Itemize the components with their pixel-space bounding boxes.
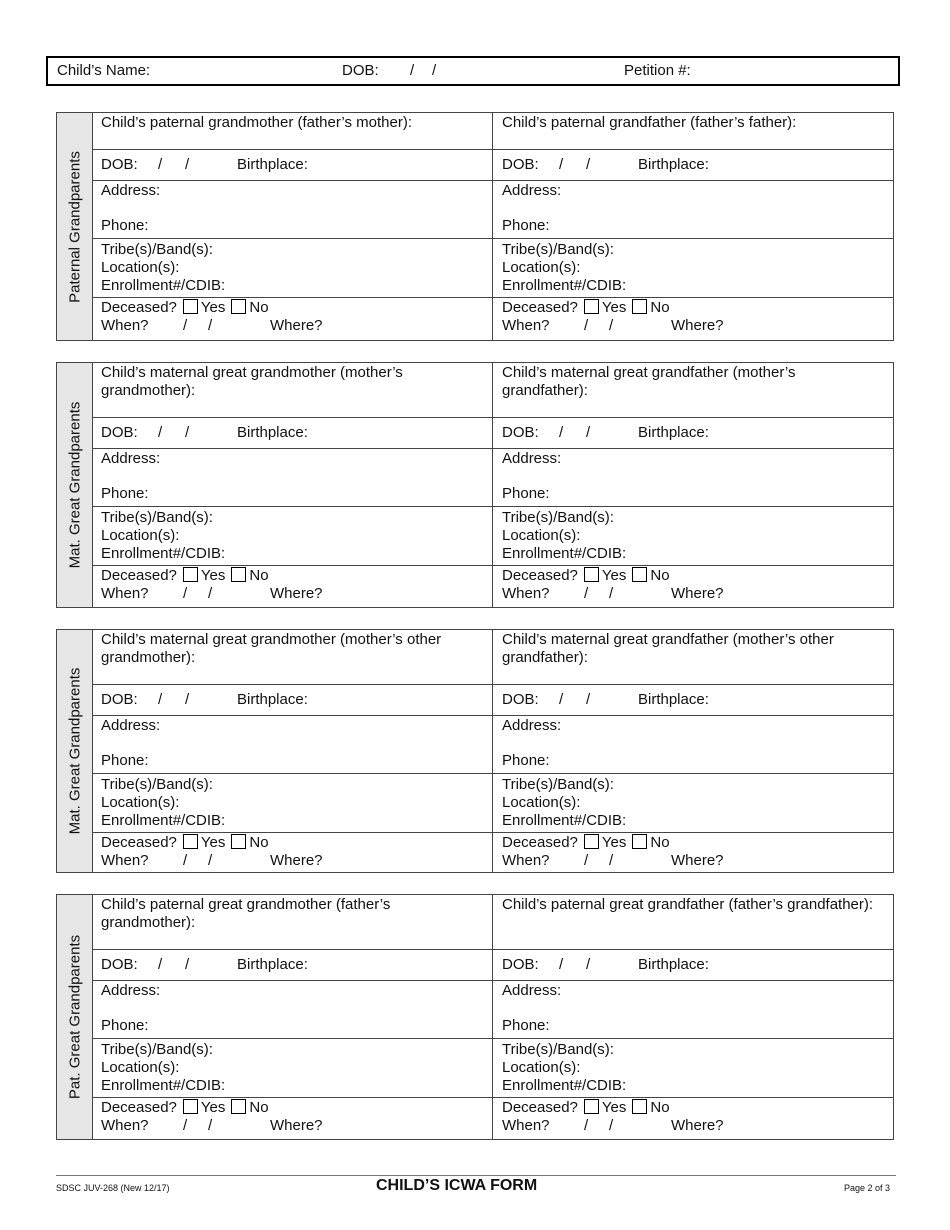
tribe-label: Tribe(s)/Band(s): bbox=[101, 1041, 213, 1058]
address-label: Address: bbox=[101, 982, 161, 999]
yes-checkbox[interactable] bbox=[584, 299, 599, 314]
person-title-cell bbox=[92, 363, 492, 418]
tribe-row[interactable] bbox=[493, 239, 893, 298]
when-slash: / bbox=[584, 1117, 589, 1134]
dob-label: DOB: bbox=[502, 424, 539, 441]
when-label: When? bbox=[101, 1117, 149, 1134]
section-side-label bbox=[57, 895, 93, 1139]
dob-label: DOB: bbox=[502, 956, 539, 973]
yes-checkbox[interactable] bbox=[183, 834, 198, 849]
footer-divider bbox=[56, 1175, 896, 1176]
location-label: Location(s): bbox=[502, 794, 581, 811]
person-title: Child’s paternal great grandmother (father’s grandmother): bbox=[101, 896, 391, 931]
location-label: Location(s): bbox=[101, 794, 180, 811]
yes-checkbox[interactable] bbox=[183, 567, 198, 582]
child-info-header bbox=[46, 56, 900, 86]
tribe-row[interactable] bbox=[92, 774, 492, 833]
yes-label: Yes bbox=[601, 299, 627, 316]
yes-checkbox[interactable] bbox=[584, 834, 599, 849]
person-column bbox=[492, 113, 893, 340]
dob-label: DOB: bbox=[502, 691, 539, 708]
no-label: No bbox=[249, 1099, 269, 1116]
person-column bbox=[492, 630, 893, 872]
yes-label: Yes bbox=[200, 1099, 226, 1116]
dob-slash: / bbox=[586, 956, 591, 973]
deceased-label: Deceased? bbox=[502, 299, 578, 316]
yes-label: Yes bbox=[200, 567, 226, 584]
when-slash: / bbox=[183, 1117, 188, 1134]
yes-checkbox[interactable] bbox=[584, 1099, 599, 1114]
person-title-cell bbox=[92, 630, 492, 685]
location-label: Location(s): bbox=[101, 259, 180, 276]
yes-label: Yes bbox=[601, 567, 627, 584]
dob-slash: / bbox=[559, 956, 564, 973]
dob-slash: / bbox=[185, 691, 190, 708]
person-title: Child’s maternal great grandmother (mother’s other grandmother): bbox=[101, 631, 442, 666]
when-slash: / bbox=[584, 852, 589, 869]
address-phone-row[interactable] bbox=[92, 981, 492, 1039]
dob-slash: / bbox=[559, 156, 564, 173]
person-title: Child’s paternal grandfather (father’s father): bbox=[502, 114, 797, 131]
when-slash: / bbox=[609, 1117, 614, 1134]
deceased-row bbox=[493, 298, 893, 340]
when-slash: / bbox=[609, 585, 614, 602]
yes-label: Yes bbox=[601, 834, 627, 851]
when-label: When? bbox=[502, 1117, 550, 1134]
birthplace-label: Birthplace: bbox=[237, 156, 308, 173]
tribe-label: Tribe(s)/Band(s): bbox=[101, 776, 213, 793]
yes-checkbox[interactable] bbox=[183, 1099, 198, 1114]
address-phone-row[interactable] bbox=[92, 449, 492, 507]
address-label: Address: bbox=[101, 717, 161, 734]
dob-row[interactable] bbox=[493, 685, 893, 716]
enrollment-label: Enrollment#/CDIB: bbox=[101, 277, 226, 294]
birthplace-label: Birthplace: bbox=[237, 956, 308, 973]
person-title: Child’s paternal great grandfather (father’s grandfather): bbox=[502, 896, 874, 913]
tribe-label: Tribe(s)/Band(s): bbox=[502, 509, 614, 526]
dob-label: DOB: bbox=[502, 156, 539, 173]
tribe-label: Tribe(s)/Band(s): bbox=[502, 241, 614, 258]
birthplace-label: Birthplace: bbox=[237, 424, 308, 441]
dob-label: DOB: bbox=[101, 956, 138, 973]
deceased-row bbox=[92, 1098, 492, 1139]
tribe-label: Tribe(s)/Band(s): bbox=[101, 241, 213, 258]
no-checkbox[interactable] bbox=[231, 299, 246, 314]
grandparents-section bbox=[56, 362, 894, 608]
location-label: Location(s): bbox=[502, 1059, 581, 1076]
phone-label: Phone: bbox=[502, 217, 550, 234]
address-phone-row[interactable] bbox=[493, 449, 893, 507]
deceased-row bbox=[493, 1098, 893, 1139]
dob-slash: / bbox=[158, 691, 163, 708]
phone-label: Phone: bbox=[101, 485, 149, 502]
where-label: Where? bbox=[270, 317, 323, 334]
no-label: No bbox=[650, 299, 670, 316]
person-title-cell bbox=[92, 895, 492, 950]
when-label: When? bbox=[101, 585, 149, 602]
grandparents-section bbox=[56, 112, 894, 341]
page-number: Page 2 of 3 bbox=[844, 1183, 891, 1193]
dob-label: DOB: bbox=[101, 691, 138, 708]
phone-label: Phone: bbox=[502, 1017, 550, 1034]
enrollment-label: Enrollment#/CDIB: bbox=[502, 812, 627, 829]
tribe-label: Tribe(s)/Band(s): bbox=[502, 1041, 614, 1058]
when-slash: / bbox=[584, 317, 589, 334]
when-slash: / bbox=[609, 317, 614, 334]
person-column bbox=[92, 630, 492, 872]
enrollment-label: Enrollment#/CDIB: bbox=[502, 1077, 627, 1094]
where-label: Where? bbox=[270, 585, 323, 602]
deceased-row bbox=[493, 566, 893, 607]
phone-label: Phone: bbox=[101, 752, 149, 769]
dob-label: DOB: bbox=[101, 156, 138, 173]
dob-slash: / bbox=[559, 424, 564, 441]
address-label: Address: bbox=[502, 717, 562, 734]
no-checkbox[interactable] bbox=[632, 834, 647, 849]
person-column bbox=[492, 895, 893, 1139]
no-label: No bbox=[650, 834, 670, 851]
deceased-label: Deceased? bbox=[502, 834, 578, 851]
when-label: When? bbox=[502, 852, 550, 869]
tribe-row[interactable] bbox=[493, 507, 893, 566]
birthplace-label: Birthplace: bbox=[638, 156, 709, 173]
tribe-row[interactable] bbox=[493, 1039, 893, 1098]
enrollment-label: Enrollment#/CDIB: bbox=[101, 812, 226, 829]
no-checkbox[interactable] bbox=[231, 834, 246, 849]
location-label: Location(s): bbox=[101, 1059, 180, 1076]
dob-row[interactable] bbox=[493, 418, 893, 449]
phone-label: Phone: bbox=[101, 217, 149, 234]
person-column bbox=[92, 113, 492, 340]
phone-label: Phone: bbox=[101, 1017, 149, 1034]
dob-slash: / bbox=[410, 62, 415, 79]
when-slash: / bbox=[208, 585, 213, 602]
deceased-label: Deceased? bbox=[101, 299, 177, 316]
tribe-label: Tribe(s)/Band(s): bbox=[502, 776, 614, 793]
deceased-label: Deceased? bbox=[101, 1099, 177, 1116]
dob-slash: / bbox=[432, 62, 437, 79]
address-label: Address: bbox=[502, 182, 562, 199]
when-label: When? bbox=[101, 852, 149, 869]
side-label-text: Paternal Grandparents bbox=[66, 150, 83, 303]
dob-slash: / bbox=[586, 691, 591, 708]
deceased-label: Deceased? bbox=[101, 834, 177, 851]
form-title: CHILD’S ICWA FORM bbox=[376, 1177, 538, 1194]
person-column bbox=[492, 363, 893, 607]
yes-checkbox[interactable] bbox=[183, 299, 198, 314]
dob-slash: / bbox=[185, 156, 190, 173]
no-checkbox[interactable] bbox=[231, 567, 246, 582]
person-title-cell bbox=[493, 630, 893, 685]
person-title-cell bbox=[493, 363, 893, 418]
deceased-row bbox=[92, 833, 492, 872]
enrollment-label: Enrollment#/CDIB: bbox=[502, 277, 627, 294]
person-column bbox=[92, 363, 492, 607]
side-label-text: Mat. Great Grandparents bbox=[66, 667, 83, 835]
no-checkbox[interactable] bbox=[632, 1099, 647, 1114]
grandparents-section bbox=[56, 629, 894, 873]
person-title-cell bbox=[92, 113, 492, 150]
where-label: Where? bbox=[270, 1117, 323, 1134]
where-label: Where? bbox=[671, 317, 724, 334]
tribe-row[interactable] bbox=[493, 774, 893, 833]
dob-slash: / bbox=[158, 156, 163, 173]
where-label: Where? bbox=[671, 585, 724, 602]
dob-slash: / bbox=[158, 956, 163, 973]
dob-row[interactable] bbox=[92, 150, 492, 181]
dob-slash: / bbox=[185, 424, 190, 441]
no-label: No bbox=[249, 567, 269, 584]
when-slash: / bbox=[208, 852, 213, 869]
address-phone-row[interactable] bbox=[493, 181, 893, 239]
person-title: Child’s maternal great grandfather (mother’s grandfather): bbox=[502, 364, 796, 399]
address-phone-row[interactable] bbox=[493, 981, 893, 1039]
dob-row[interactable] bbox=[92, 950, 492, 981]
no-label: No bbox=[650, 1099, 670, 1116]
yes-label: Yes bbox=[200, 834, 226, 851]
dob-slash: / bbox=[559, 691, 564, 708]
no-checkbox[interactable] bbox=[632, 299, 647, 314]
child-dob-label: DOB: bbox=[342, 62, 379, 79]
address-phone-row[interactable] bbox=[92, 181, 492, 239]
when-label: When? bbox=[101, 317, 149, 334]
when-slash: / bbox=[183, 317, 188, 334]
when-label: When? bbox=[502, 585, 550, 602]
deceased-row bbox=[493, 833, 893, 872]
yes-checkbox[interactable] bbox=[584, 567, 599, 582]
birthplace-label: Birthplace: bbox=[638, 424, 709, 441]
when-label: When? bbox=[502, 317, 550, 334]
when-slash: / bbox=[183, 852, 188, 869]
birthplace-label: Birthplace: bbox=[638, 956, 709, 973]
dob-slash: / bbox=[158, 424, 163, 441]
location-label: Location(s): bbox=[101, 527, 180, 544]
deceased-label: Deceased? bbox=[502, 567, 578, 584]
enrollment-label: Enrollment#/CDIB: bbox=[101, 545, 226, 562]
person-title-cell bbox=[493, 113, 893, 150]
location-label: Location(s): bbox=[502, 259, 581, 276]
where-label: Where? bbox=[270, 852, 323, 869]
dob-label: DOB: bbox=[101, 424, 138, 441]
address-label: Address: bbox=[502, 982, 562, 999]
deceased-row bbox=[92, 566, 492, 607]
where-label: Where? bbox=[671, 852, 724, 869]
section-side-label bbox=[57, 630, 93, 872]
person-title: Child’s maternal great grandfather (mother’s other grandfather): bbox=[502, 631, 834, 666]
dob-row[interactable] bbox=[493, 150, 893, 181]
section-side-label bbox=[57, 363, 93, 607]
dob-slash: / bbox=[586, 156, 591, 173]
where-label: Where? bbox=[671, 1117, 724, 1134]
no-checkbox[interactable] bbox=[632, 567, 647, 582]
address-label: Address: bbox=[101, 450, 161, 467]
when-slash: / bbox=[609, 852, 614, 869]
tribe-row[interactable] bbox=[92, 507, 492, 566]
deceased-label: Deceased? bbox=[502, 1099, 578, 1116]
child-name-label: Child’s Name: bbox=[57, 62, 151, 79]
location-label: Location(s): bbox=[502, 527, 581, 544]
dob-row[interactable] bbox=[493, 950, 893, 981]
birthplace-label: Birthplace: bbox=[638, 691, 709, 708]
enrollment-label: Enrollment#/CDIB: bbox=[502, 545, 627, 562]
tribe-label: Tribe(s)/Band(s): bbox=[101, 509, 213, 526]
person-title: Child’s paternal grandmother (father’s mother): bbox=[101, 114, 412, 131]
no-checkbox[interactable] bbox=[231, 1099, 246, 1114]
birthplace-label: Birthplace: bbox=[237, 691, 308, 708]
phone-label: Phone: bbox=[502, 485, 550, 502]
no-label: No bbox=[249, 299, 269, 316]
no-label: No bbox=[249, 834, 269, 851]
yes-label: Yes bbox=[200, 299, 226, 316]
no-label: No bbox=[650, 567, 670, 584]
person-title-cell bbox=[493, 895, 893, 950]
grandparents-section bbox=[56, 894, 894, 1140]
when-slash: / bbox=[584, 585, 589, 602]
dob-slash: / bbox=[586, 424, 591, 441]
address-phone-row[interactable] bbox=[493, 716, 893, 774]
when-slash: / bbox=[208, 1117, 213, 1134]
dob-row[interactable] bbox=[92, 418, 492, 449]
phone-label: Phone: bbox=[502, 752, 550, 769]
section-side-label bbox=[57, 113, 93, 340]
when-slash: / bbox=[208, 317, 213, 334]
side-label-text: Pat. Great Grandparents bbox=[66, 934, 83, 1100]
address-label: Address: bbox=[101, 182, 161, 199]
address-phone-row[interactable] bbox=[92, 716, 492, 774]
tribe-row[interactable] bbox=[92, 239, 492, 298]
side-label-text: Mat. Great Grandparents bbox=[66, 401, 83, 569]
dob-row[interactable] bbox=[92, 685, 492, 716]
deceased-label: Deceased? bbox=[101, 567, 177, 584]
person-column bbox=[92, 895, 492, 1139]
deceased-row bbox=[92, 298, 492, 340]
petition-label: Petition #: bbox=[624, 62, 691, 79]
yes-label: Yes bbox=[601, 1099, 627, 1116]
enrollment-label: Enrollment#/CDIB: bbox=[101, 1077, 226, 1094]
address-label: Address: bbox=[502, 450, 562, 467]
tribe-row[interactable] bbox=[92, 1039, 492, 1098]
person-title: Child’s maternal great grandmother (mother’s grandmother): bbox=[101, 364, 403, 399]
form-code: SDSC JUV-268 (New 12/17) bbox=[56, 1183, 170, 1193]
dob-slash: / bbox=[185, 956, 190, 973]
when-slash: / bbox=[183, 585, 188, 602]
